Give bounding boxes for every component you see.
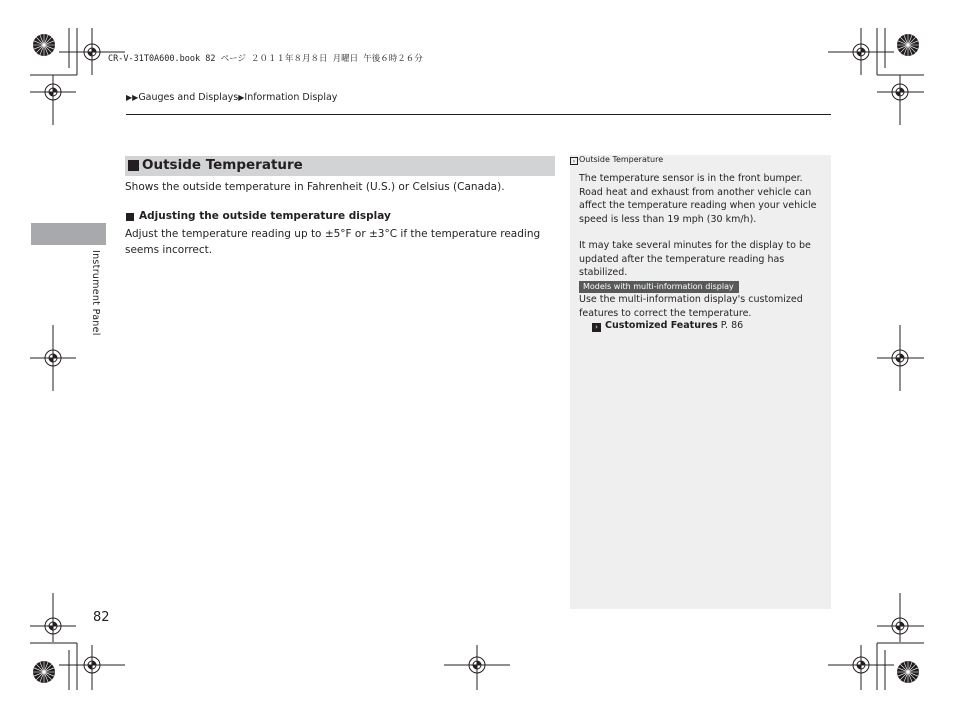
star-target xyxy=(33,661,55,683)
breadcrumb xyxy=(126,92,337,103)
breadcrumb-link-gauges[interactable]: Gauges and Displays xyxy=(138,92,239,103)
sidebar-paragraph: Use the multi-information display's customized features to correct the temperature. xyxy=(579,294,803,319)
sidebar-paragraph: It may take several minutes for the display to be updated after the temperature reading has stabilized. xyxy=(579,240,811,278)
cross-reference-link[interactable] xyxy=(592,320,743,332)
section-title: Outside Temperature xyxy=(142,157,303,173)
sidebar-heading-text: Outside Temperature xyxy=(579,155,664,164)
subheading: Adjusting the outside temperature display xyxy=(139,210,391,222)
model-tag: Models with multi-information display xyxy=(579,281,739,293)
page-number: 82 xyxy=(93,610,110,625)
breadcrumb-link-information-display[interactable]: Information Display xyxy=(244,92,338,103)
section-square-icon xyxy=(128,160,139,171)
breadcrumb-separator-icon: ▶ xyxy=(238,93,245,102)
file-header: CR-V-31T0A600.book 82 ページ ２０１１年８月８日 月曜日 午後６時２６分 xyxy=(108,54,423,64)
link-label[interactable]: Customized Features xyxy=(605,320,718,331)
sidebar-heading xyxy=(570,155,663,165)
link-page: P. 86 xyxy=(720,320,744,331)
breadcrumb-arrows-icon: ▶▶ xyxy=(126,93,139,102)
subheading-square-icon xyxy=(126,213,134,221)
star-target xyxy=(897,661,919,683)
header-rule xyxy=(126,114,831,115)
star-target xyxy=(897,34,919,56)
chapter-tab[interactable] xyxy=(31,223,106,245)
reference-icon: › xyxy=(570,157,578,165)
arrow-link-icon: › xyxy=(592,323,601,332)
subheading-text: Adjust the temperature reading up to ±5°F or ±3°C if the temperature reading seems incorrect. xyxy=(125,228,541,256)
chapter-tab-label: Instrument Panel xyxy=(90,250,101,336)
star-target xyxy=(33,34,55,56)
sidebar-paragraph: The temperature sensor is in the front bumper. Road heat and exhaust from another vehicle can affect the temperature reading when your vehicle speed is less than 19 mph (30 km/h). xyxy=(579,173,817,225)
section-intro: Shows the outside temperature in Fahrenheit (U.S.) or Celsius (Canada). xyxy=(125,181,505,193)
